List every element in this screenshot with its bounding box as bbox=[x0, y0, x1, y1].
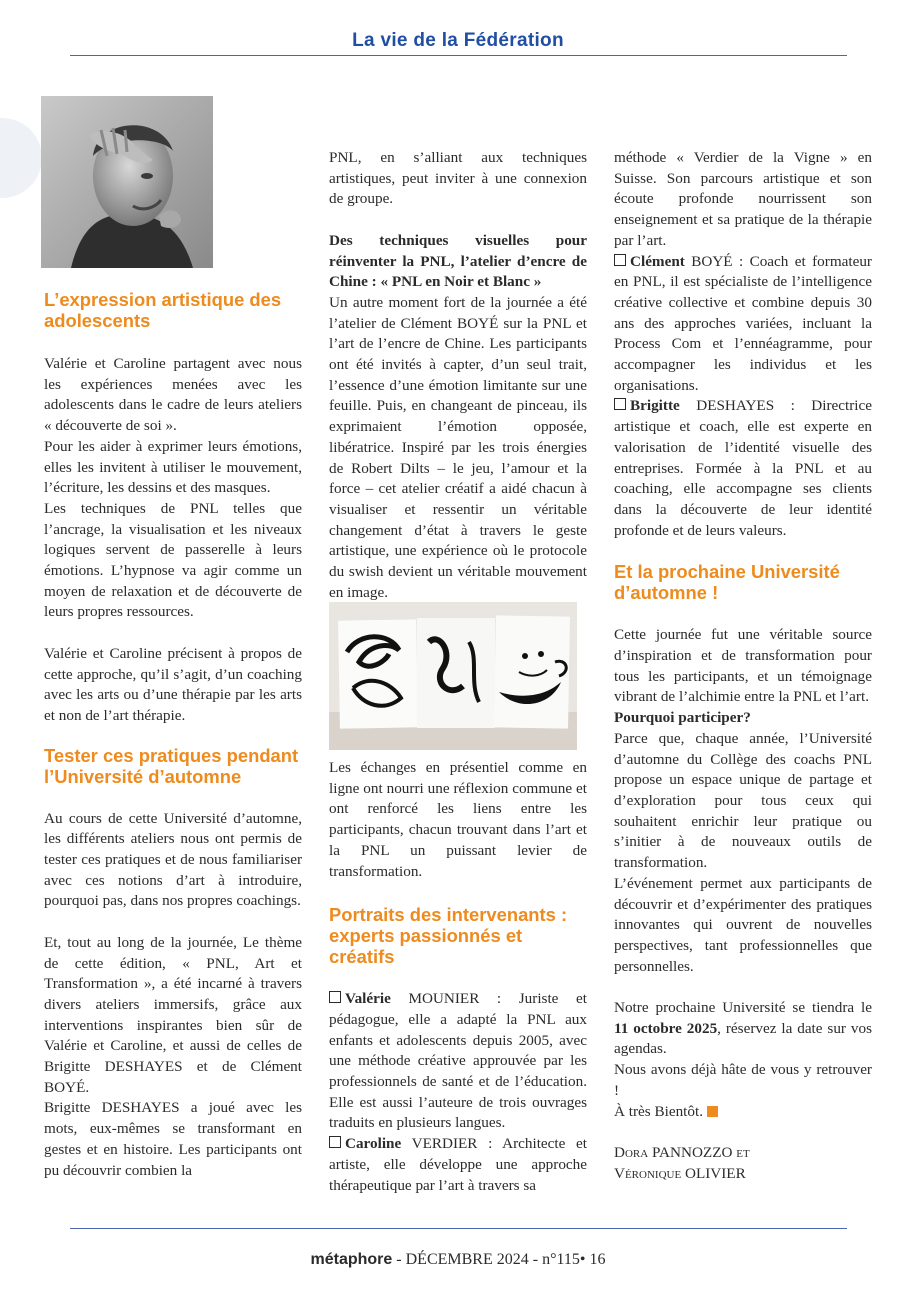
paragraph: Et, tout au long de la journée, Le thème de cette édition, « PNL, Art et Transformation », a été incarné à travers divers ateliers immersifs, grâce aux interventions inspirantes bien sûr de Valérie et Caroline, et aussi de celles de Brigitte DESHAYES et de Clément BOYÉ. bbox=[44, 933, 302, 1096]
subheading-techniques-visuelles: Des techniques visuelles pour réinventer la PNL, l’atelier d’encre de Chine : « PNL en Noir et Blanc » bbox=[329, 231, 587, 291]
column-3 bbox=[614, 148, 872, 1184]
checkbox-square-icon bbox=[329, 991, 341, 1003]
page-footer bbox=[0, 1251, 916, 1269]
decorative-circle bbox=[0, 118, 42, 198]
paragraph: Pour les aider à exprimer leurs émotions, elles les invitent à utiliser le mouvement, l’écriture, les dessins et des masques. bbox=[44, 437, 302, 497]
checkbox-square-icon bbox=[614, 254, 626, 266]
paragraph: Un autre moment fort de la journée a été l’atelier de Clément BOYÉ sur la PNL et l’art de l’encre de Chine. Les participants ont été invités à capter, d’un seul trait, l’essence d’une émotion limitante sur une feuille. Puis, en changeant de pinceau, ils exprimaient l’émotion opposée, libératrice. Inspiré par les trois énergies de Robert Dilts – le jeu, l’amour et la force – cet atelier créatif a aidé chacun à visualiser et ressentir un véritable changement d’état à travers le geste artistique, une expérience où le protocole du swish devient un véritable mouvement en image. bbox=[329, 293, 587, 601]
paragraph-date: Notre prochaine Université se tiendra le 11 octobre 2025, réservez la date sur vos agendas. bbox=[614, 999, 872, 1058]
end-square-icon bbox=[707, 1106, 718, 1117]
bio-brigitte: Brigitte DESHAYES : Directrice artistique et coach, elle est experte en valorisation de l’identité visuelle des entreprises. Formée à la PNL et au coaching, elle accompagne ses clients dans la découverte de leur identité profonde et de leurs valeurs. bbox=[614, 397, 872, 539]
heading-tester-pratiques: Tester ces pratiques pendant l’Université d’automne bbox=[44, 744, 299, 787]
paragraph: Nous avons déjà hâte de vous y retrouver ! bbox=[614, 1061, 872, 1099]
bio-valerie: Valérie MOUNIER : Juriste et pédagogue, elle a adapté la PNL aux enfants et adolescents depuis 2005, avec une méthode créative approuvée par les professionnels de santé et de l’éducation. Elle est aussi l’auteure de trois ouvrages traduits en plusieurs langues. bbox=[329, 990, 587, 1132]
heading-expression-artistique: L’expression artistique des adolescents bbox=[44, 289, 282, 331]
footer-rule bbox=[70, 1228, 847, 1229]
section-title: La vie de la Fédération bbox=[352, 30, 564, 51]
heading-portraits-intervenants: Portraits des intervenants : experts passionnés et créatifs bbox=[329, 904, 568, 968]
issue-info: - DÉCEMBRE 2024 - n°115• 16 bbox=[392, 1251, 606, 1268]
portrait-photo bbox=[41, 96, 213, 268]
magazine-name: métaphore bbox=[310, 1251, 393, 1268]
paragraph: Brigitte DESHAYES a joué avec les mots, eux-mêmes se transformant en gestes et en histoire. Les participants ont pu découvrir combien la bbox=[44, 1099, 302, 1179]
header-rule bbox=[70, 55, 847, 56]
paragraph: Parce que, chaque année, l’Université d’automne du Collège des coachs PNL propose un espace unique de partage et d’exploration pour tous ceux qui souhaitent enrichir leur pratique ou s’initier à de nouveaux outils de transformation. bbox=[614, 729, 872, 872]
paragraph: PNL, en s’alliant aux techniques artistiques, peut inviter à une connexion de groupe. bbox=[329, 149, 587, 208]
column-1 bbox=[44, 289, 302, 1181]
checkbox-square-icon bbox=[614, 398, 626, 410]
closing-line: À très Bientôt. bbox=[614, 1102, 872, 1123]
author-line-1: Dora PANNOZZO et bbox=[614, 1143, 750, 1161]
paragraph: Cette journée fut une véritable source d’inspiration et de transformation pour tous les participants, et un témoignage vibrant de l’alchimie entre la PNL et l’art. bbox=[614, 626, 872, 706]
bio-clement: Clément BOYÉ : Coach et formateur en PNL, il est spécialiste de l’intelligence créative collective et combine depuis 30 ans des approches variées, incluant la Process Com et l’ennéagramme, pour accompagner les individus et les organisations. bbox=[614, 252, 872, 394]
column-2 bbox=[329, 148, 587, 603]
checkbox-square-icon bbox=[329, 1136, 341, 1148]
paragraph: Les techniques de PNL telles que l’ancrage, la visualisation et les niveaux logiques servent de passerelle à leurs émotions. L’hypnose va agir comme un moyen de relaxation et de découverte de leurs propres ressources. bbox=[44, 499, 302, 621]
bio-caroline: Caroline VERDIER : Architecte et artiste, elle développe une approche thérapeutique par l’art à travers sa bbox=[329, 1135, 587, 1194]
paragraph: Au cours de cette Université d’automne, les différents ateliers nous ont permis de tester ces pratiques et de nous familiariser avec ces notions d’art à introduire, pourquoi pas, dans nos propres coachings. bbox=[44, 809, 302, 910]
ink-artwork-photo bbox=[329, 602, 577, 750]
subheading-pourquoi-participer: Pourquoi participer? bbox=[614, 709, 751, 727]
heading-prochaine-universite: Et la prochaine Université d’automne ! bbox=[614, 561, 840, 604]
paragraph: méthode « Verdier de la Vigne » en Suisse. Son parcours artistique et son écoute profonde nourrissent son enseignement et sa pratique de la thérapie par l’art. bbox=[614, 149, 872, 249]
author-line-2: Véronique OLIVIER bbox=[614, 1164, 746, 1182]
paragraph: Valérie et Caroline précisent à propos de cette approche, qu’il s’agit, d’un coaching avec les arts ou d’une thérapie par les arts et non de l’art thérapie. bbox=[44, 644, 302, 724]
column-2-bottom bbox=[329, 758, 587, 1196]
paragraph: L’événement permet aux participants de découvrir et d’expérimenter des pratiques innovantes qui ouvrent de nouvelles perspectives, tant professionnelles que personnelles. bbox=[614, 874, 872, 975]
paragraph: Valérie et Caroline partagent avec nous les expériences menées avec les adolescents dans le cadre de leurs ateliers « découverte de soi ». bbox=[44, 355, 302, 435]
paragraph: Les échanges en présentiel comme en ligne ont nourri une réflexion commune et ont renforcé les liens entre les participants, chacun trouvant dans l’art et la PNL un puissant levier de transformation. bbox=[329, 759, 587, 880]
